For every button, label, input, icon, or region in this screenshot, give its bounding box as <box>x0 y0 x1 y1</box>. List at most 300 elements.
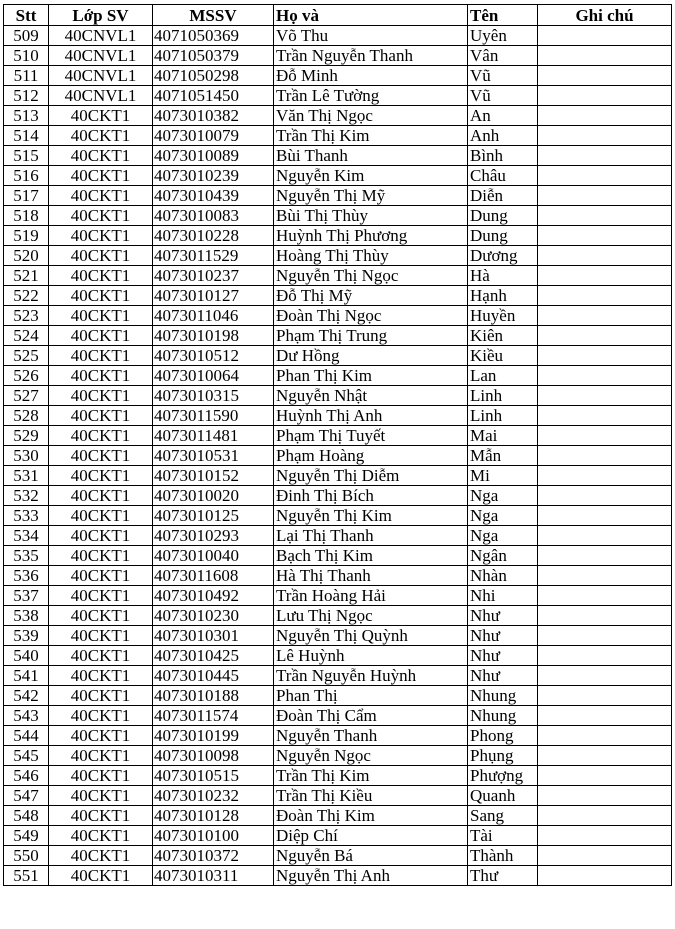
table-row <box>4 226 672 246</box>
cell-stt: 510 <box>4 46 49 66</box>
cell-mssv: 4073010083 <box>153 206 274 226</box>
cell-lop-sv: 40CKT1 <box>49 766 153 786</box>
cell-lop-sv: 40CKT1 <box>49 786 153 806</box>
cell-lop-sv: 40CKT1 <box>49 466 153 486</box>
cell-stt: 546 <box>4 766 49 786</box>
cell-lop-sv: 40CNVL1 <box>49 86 153 106</box>
cell-ghi-chu <box>538 206 672 226</box>
cell-lop-sv: 40CKT1 <box>49 186 153 206</box>
table-row <box>4 146 672 166</box>
cell-stt: 548 <box>4 806 49 826</box>
cell-stt: 516 <box>4 166 49 186</box>
cell-ten: Châu <box>468 166 538 186</box>
cell-stt: 529 <box>4 426 49 446</box>
cell-stt: 542 <box>4 686 49 706</box>
cell-ghi-chu <box>538 546 672 566</box>
cell-ghi-chu <box>538 146 672 166</box>
cell-stt: 551 <box>4 866 49 886</box>
table-row <box>4 306 672 326</box>
cell-ghi-chu <box>538 446 672 466</box>
cell-mssv: 4073010020 <box>153 486 274 506</box>
cell-ten: Nhung <box>468 706 538 726</box>
cell-ho-va: Nguyễn Thị Mỹ <box>274 186 468 206</box>
cell-ten: Ngân <box>468 546 538 566</box>
cell-ho-va: Võ Thu <box>274 26 468 46</box>
cell-ghi-chu <box>538 786 672 806</box>
cell-ten: Như <box>468 606 538 626</box>
cell-stt: 509 <box>4 26 49 46</box>
cell-stt: 533 <box>4 506 49 526</box>
cell-ho-va: Diệp Chí <box>274 826 468 846</box>
cell-stt: 528 <box>4 406 49 426</box>
cell-mssv: 4073010040 <box>153 546 274 566</box>
cell-ho-va: Đinh Thị Bích <box>274 486 468 506</box>
cell-mssv: 4071050379 <box>153 46 274 66</box>
table-row <box>4 626 672 646</box>
cell-ten: Vũ <box>468 86 538 106</box>
cell-ghi-chu <box>538 266 672 286</box>
cell-ho-va: Đoàn Thị Kim <box>274 806 468 826</box>
cell-ghi-chu <box>538 766 672 786</box>
cell-stt: 530 <box>4 446 49 466</box>
cell-stt: 545 <box>4 746 49 766</box>
cell-ghi-chu <box>538 486 672 506</box>
cell-stt: 535 <box>4 546 49 566</box>
cell-stt: 526 <box>4 366 49 386</box>
cell-mssv: 4073010152 <box>153 466 274 486</box>
cell-ten: Nhàn <box>468 566 538 586</box>
cell-lop-sv: 40CKT1 <box>49 146 153 166</box>
table-row <box>4 706 672 726</box>
cell-mssv: 4073010445 <box>153 666 274 686</box>
cell-lop-sv: 40CKT1 <box>49 386 153 406</box>
cell-ten: Uyên <box>468 26 538 46</box>
cell-lop-sv: 40CKT1 <box>49 306 153 326</box>
cell-stt: 512 <box>4 86 49 106</box>
cell-stt: 524 <box>4 326 49 346</box>
cell-ten: Thành <box>468 846 538 866</box>
cell-lop-sv: 40CKT1 <box>49 106 153 126</box>
cell-ghi-chu <box>538 586 672 606</box>
cell-stt: 536 <box>4 566 49 586</box>
cell-ho-va: Trần Nguyễn Thanh <box>274 46 468 66</box>
cell-ghi-chu <box>538 826 672 846</box>
cell-ho-va: Trần Thị Kiều <box>274 786 468 806</box>
cell-ghi-chu <box>538 426 672 446</box>
cell-lop-sv: 40CKT1 <box>49 726 153 746</box>
header-ho-va: Họ và <box>274 5 468 26</box>
cell-mssv: 4073010232 <box>153 786 274 806</box>
cell-stt: 514 <box>4 126 49 146</box>
cell-ten: Linh <box>468 406 538 426</box>
table-row <box>4 846 672 866</box>
cell-stt: 511 <box>4 66 49 86</box>
cell-ho-va: Phan Thị <box>274 686 468 706</box>
cell-lop-sv: 40CKT1 <box>49 126 153 146</box>
cell-stt: 539 <box>4 626 49 646</box>
cell-mssv: 4073010127 <box>153 286 274 306</box>
table-row <box>4 66 672 86</box>
table-row <box>4 206 672 226</box>
cell-ten: Quanh <box>468 786 538 806</box>
table-row <box>4 506 672 526</box>
cell-ho-va: Nguyễn Bá <box>274 846 468 866</box>
cell-ghi-chu <box>538 506 672 526</box>
cell-ghi-chu <box>538 666 672 686</box>
cell-stt: 550 <box>4 846 49 866</box>
table-row <box>4 646 672 666</box>
cell-ten: Nga <box>468 526 538 546</box>
cell-lop-sv: 40CKT1 <box>49 746 153 766</box>
cell-ten: Sang <box>468 806 538 826</box>
cell-ho-va: Nguyễn Thị Diễm <box>274 466 468 486</box>
table-row <box>4 346 672 366</box>
cell-stt: 515 <box>4 146 49 166</box>
cell-ten: Huyền <box>468 306 538 326</box>
cell-mssv: 4073010100 <box>153 826 274 846</box>
cell-ghi-chu <box>538 286 672 306</box>
table-row <box>4 86 672 106</box>
cell-ho-va: Hoàng Thị Thùy <box>274 246 468 266</box>
cell-ten: Vũ <box>468 66 538 86</box>
cell-lop-sv: 40CKT1 <box>49 346 153 366</box>
cell-ho-va: Trần Lê Tường <box>274 86 468 106</box>
cell-mssv: 4073010237 <box>153 266 274 286</box>
cell-ghi-chu <box>538 26 672 46</box>
table-row <box>4 466 672 486</box>
cell-ghi-chu <box>538 726 672 746</box>
cell-ho-va: Phạm Hoàng <box>274 446 468 466</box>
cell-ten: Dung <box>468 226 538 246</box>
cell-lop-sv: 40CNVL1 <box>49 66 153 86</box>
cell-ho-va: Trần Thị Kim <box>274 126 468 146</box>
table-row <box>4 826 672 846</box>
table-row <box>4 866 672 886</box>
cell-ghi-chu <box>538 66 672 86</box>
cell-ten: Vân <box>468 46 538 66</box>
cell-ho-va: Nguyễn Nhật <box>274 386 468 406</box>
cell-mssv: 4073011529 <box>153 246 274 266</box>
cell-mssv: 4073010512 <box>153 346 274 366</box>
cell-ho-va: Lưu Thị Ngọc <box>274 606 468 626</box>
table-row <box>4 26 672 46</box>
cell-ten: Lan <box>468 366 538 386</box>
cell-lop-sv: 40CKT1 <box>49 486 153 506</box>
cell-lop-sv: 40CKT1 <box>49 366 153 386</box>
cell-mssv: 4073010198 <box>153 326 274 346</box>
cell-ghi-chu <box>538 706 672 726</box>
cell-ten: Như <box>468 646 538 666</box>
cell-lop-sv: 40CKT1 <box>49 686 153 706</box>
cell-stt: 534 <box>4 526 49 546</box>
cell-stt: 519 <box>4 226 49 246</box>
cell-ghi-chu <box>538 606 672 626</box>
header-ten: Tên <box>468 5 538 26</box>
cell-ho-va: Phạm Thị Tuyết <box>274 426 468 446</box>
student-list-table <box>3 4 672 886</box>
cell-ten: Phong <box>468 726 538 746</box>
cell-ho-va: Bùi Thị Thùy <box>274 206 468 226</box>
cell-ho-va: Bùi Thanh <box>274 146 468 166</box>
table-row <box>4 526 672 546</box>
cell-ho-va: Nguyễn Thị Kim <box>274 506 468 526</box>
table-row <box>4 406 672 426</box>
table-row <box>4 566 672 586</box>
cell-ghi-chu <box>538 466 672 486</box>
cell-ten: Diễn <box>468 186 538 206</box>
cell-mssv: 4073010079 <box>153 126 274 146</box>
cell-mssv: 4073010425 <box>153 646 274 666</box>
cell-stt: 547 <box>4 786 49 806</box>
cell-ten: Dương <box>468 246 538 266</box>
table-row <box>4 46 672 66</box>
cell-stt: 520 <box>4 246 49 266</box>
cell-ghi-chu <box>538 386 672 406</box>
cell-lop-sv: 40CNVL1 <box>49 46 153 66</box>
cell-ho-va: Trần Thị Kim <box>274 766 468 786</box>
cell-mssv: 4073010098 <box>153 746 274 766</box>
cell-lop-sv: 40CKT1 <box>49 806 153 826</box>
cell-mssv: 4073011590 <box>153 406 274 426</box>
cell-ten: Nga <box>468 506 538 526</box>
cell-ho-va: Trần Nguyễn Huỳnh <box>274 666 468 686</box>
table-row <box>4 786 672 806</box>
header-stt: Stt <box>4 5 49 26</box>
cell-stt: 532 <box>4 486 49 506</box>
cell-lop-sv: 40CKT1 <box>49 266 153 286</box>
cell-stt: 527 <box>4 386 49 406</box>
cell-ghi-chu <box>538 866 672 886</box>
cell-ghi-chu <box>538 646 672 666</box>
cell-ten: Nhung <box>468 686 538 706</box>
cell-lop-sv: 40CKT1 <box>49 246 153 266</box>
cell-ghi-chu <box>538 126 672 146</box>
table-row <box>4 746 672 766</box>
cell-mssv: 4073010228 <box>153 226 274 246</box>
cell-mssv: 4073010188 <box>153 686 274 706</box>
cell-ghi-chu <box>538 806 672 826</box>
cell-mssv: 4073010125 <box>153 506 274 526</box>
cell-stt: 540 <box>4 646 49 666</box>
cell-lop-sv: 40CKT1 <box>49 426 153 446</box>
cell-ten: Linh <box>468 386 538 406</box>
cell-lop-sv: 40CKT1 <box>49 446 153 466</box>
cell-ten: Phượng <box>468 766 538 786</box>
cell-lop-sv: 40CKT1 <box>49 846 153 866</box>
header-row <box>4 5 672 26</box>
cell-lop-sv: 40CKT1 <box>49 286 153 306</box>
cell-lop-sv: 40CKT1 <box>49 206 153 226</box>
cell-ho-va: Nguyễn Thị Quỳnh <box>274 626 468 646</box>
cell-ten: Thư <box>468 866 538 886</box>
cell-lop-sv: 40CKT1 <box>49 406 153 426</box>
table-row <box>4 486 672 506</box>
cell-ghi-chu <box>538 186 672 206</box>
cell-mssv: 4073010128 <box>153 806 274 826</box>
table-row <box>4 606 672 626</box>
cell-ho-va: Lại Thị Thanh <box>274 526 468 546</box>
cell-mssv: 4073011046 <box>153 306 274 326</box>
cell-mssv: 4073010089 <box>153 146 274 166</box>
header-mssv: MSSV <box>153 5 274 26</box>
cell-ten: Như <box>468 626 538 646</box>
cell-ho-va: Dư Hồng <box>274 346 468 366</box>
table-row <box>4 546 672 566</box>
cell-stt: 549 <box>4 826 49 846</box>
cell-lop-sv: 40CKT1 <box>49 626 153 646</box>
cell-mssv: 4073010315 <box>153 386 274 406</box>
cell-stt: 517 <box>4 186 49 206</box>
cell-stt: 543 <box>4 706 49 726</box>
cell-ho-va: Phan Thị Kim <box>274 366 468 386</box>
cell-ho-va: Nguyễn Ngọc <box>274 746 468 766</box>
cell-ten: Hà <box>468 266 538 286</box>
cell-mssv: 4071050369 <box>153 26 274 46</box>
cell-lop-sv: 40CKT1 <box>49 506 153 526</box>
cell-lop-sv: 40CKT1 <box>49 226 153 246</box>
cell-ho-va: Trần Hoàng Hải <box>274 586 468 606</box>
cell-ghi-chu <box>538 346 672 366</box>
cell-ten: Kiều <box>468 346 538 366</box>
cell-ho-va: Đỗ Thị Mỹ <box>274 286 468 306</box>
cell-ten: Mai <box>468 426 538 446</box>
cell-ghi-chu <box>538 406 672 426</box>
cell-ghi-chu <box>538 746 672 766</box>
cell-ho-va: Bạch Thị Kim <box>274 546 468 566</box>
cell-lop-sv: 40CKT1 <box>49 566 153 586</box>
cell-ghi-chu <box>538 526 672 546</box>
cell-lop-sv: 40CKT1 <box>49 606 153 626</box>
cell-ghi-chu <box>538 326 672 346</box>
cell-ho-va: Nguyễn Thanh <box>274 726 468 746</box>
cell-ho-va: Nguyễn Thị Anh <box>274 866 468 886</box>
cell-ghi-chu <box>538 366 672 386</box>
cell-lop-sv: 40CNVL1 <box>49 26 153 46</box>
cell-ho-va: Nguyễn Thị Ngọc <box>274 266 468 286</box>
cell-lop-sv: 40CKT1 <box>49 666 153 686</box>
cell-stt: 522 <box>4 286 49 306</box>
cell-ho-va: Đoàn Thị Ngọc <box>274 306 468 326</box>
cell-mssv: 4073010199 <box>153 726 274 746</box>
cell-lop-sv: 40CKT1 <box>49 526 153 546</box>
cell-stt: 541 <box>4 666 49 686</box>
cell-ten: Mi <box>468 466 538 486</box>
cell-ghi-chu <box>538 686 672 706</box>
cell-stt: 537 <box>4 586 49 606</box>
cell-ghi-chu <box>538 86 672 106</box>
table-row <box>4 806 672 826</box>
cell-ho-va: Phạm Thị Trung <box>274 326 468 346</box>
cell-mssv: 4073010311 <box>153 866 274 886</box>
cell-ghi-chu <box>538 46 672 66</box>
table-row <box>4 106 672 126</box>
cell-lop-sv: 40CKT1 <box>49 646 153 666</box>
table-row <box>4 246 672 266</box>
cell-lop-sv: 40CKT1 <box>49 706 153 726</box>
cell-stt: 521 <box>4 266 49 286</box>
cell-ten: Phụng <box>468 746 538 766</box>
cell-lop-sv: 40CKT1 <box>49 826 153 846</box>
header-lop-sv: Lớp SV <box>49 5 153 26</box>
table-row <box>4 386 672 406</box>
cell-ten: Nhi <box>468 586 538 606</box>
cell-ho-va: Đỗ Minh <box>274 66 468 86</box>
cell-ho-va: Nguyễn Kim <box>274 166 468 186</box>
table-body <box>4 26 672 886</box>
cell-mssv: 4073010382 <box>153 106 274 126</box>
cell-mssv: 4073010531 <box>153 446 274 466</box>
cell-ten: Dung <box>468 206 538 226</box>
table-row <box>4 366 672 386</box>
table-row <box>4 666 672 686</box>
cell-ten: An <box>468 106 538 126</box>
cell-ho-va: Huỳnh Thị Anh <box>274 406 468 426</box>
cell-mssv: 4073010064 <box>153 366 274 386</box>
cell-mssv: 4071050298 <box>153 66 274 86</box>
table-row <box>4 446 672 466</box>
cell-ten: Anh <box>468 126 538 146</box>
cell-mssv: 4071051450 <box>153 86 274 106</box>
cell-lop-sv: 40CKT1 <box>49 546 153 566</box>
cell-ten: Bình <box>468 146 538 166</box>
table-row <box>4 286 672 306</box>
cell-mssv: 4073010239 <box>153 166 274 186</box>
cell-lop-sv: 40CKT1 <box>49 166 153 186</box>
cell-ho-va: Lê Huỳnh <box>274 646 468 666</box>
cell-stt: 513 <box>4 106 49 126</box>
cell-ho-va: Đoàn Thị Cẩm <box>274 706 468 726</box>
cell-lop-sv: 40CKT1 <box>49 326 153 346</box>
cell-ghi-chu <box>538 226 672 246</box>
cell-ghi-chu <box>538 166 672 186</box>
cell-ghi-chu <box>538 306 672 326</box>
table-row <box>4 186 672 206</box>
cell-ghi-chu <box>538 626 672 646</box>
cell-mssv: 4073010515 <box>153 766 274 786</box>
table-row <box>4 766 672 786</box>
cell-ten: Mẫn <box>468 446 538 466</box>
cell-mssv: 4073010301 <box>153 626 274 646</box>
table-row <box>4 726 672 746</box>
cell-lop-sv: 40CKT1 <box>49 586 153 606</box>
cell-mssv: 4073010230 <box>153 606 274 626</box>
cell-ghi-chu <box>538 566 672 586</box>
cell-mssv: 4073010293 <box>153 526 274 546</box>
cell-ten: Hạnh <box>468 286 538 306</box>
table-row <box>4 686 672 706</box>
cell-mssv: 4073011574 <box>153 706 274 726</box>
cell-ten: Kiên <box>468 326 538 346</box>
cell-lop-sv: 40CKT1 <box>49 866 153 886</box>
cell-ho-va: Huỳnh Thị Phương <box>274 226 468 246</box>
cell-mssv: 4073010439 <box>153 186 274 206</box>
cell-mssv: 4073011481 <box>153 426 274 446</box>
cell-stt: 518 <box>4 206 49 226</box>
cell-mssv: 4073011608 <box>153 566 274 586</box>
cell-ghi-chu <box>538 846 672 866</box>
cell-stt: 525 <box>4 346 49 366</box>
cell-ten: Như <box>468 666 538 686</box>
table-row <box>4 266 672 286</box>
table-row <box>4 166 672 186</box>
cell-mssv: 4073010492 <box>153 586 274 606</box>
header-ghi-chu: Ghi chú <box>538 5 672 26</box>
table-row <box>4 326 672 346</box>
table-row <box>4 586 672 606</box>
cell-ho-va: Văn Thị Ngọc <box>274 106 468 126</box>
cell-stt: 523 <box>4 306 49 326</box>
cell-ten: Nga <box>468 486 538 506</box>
